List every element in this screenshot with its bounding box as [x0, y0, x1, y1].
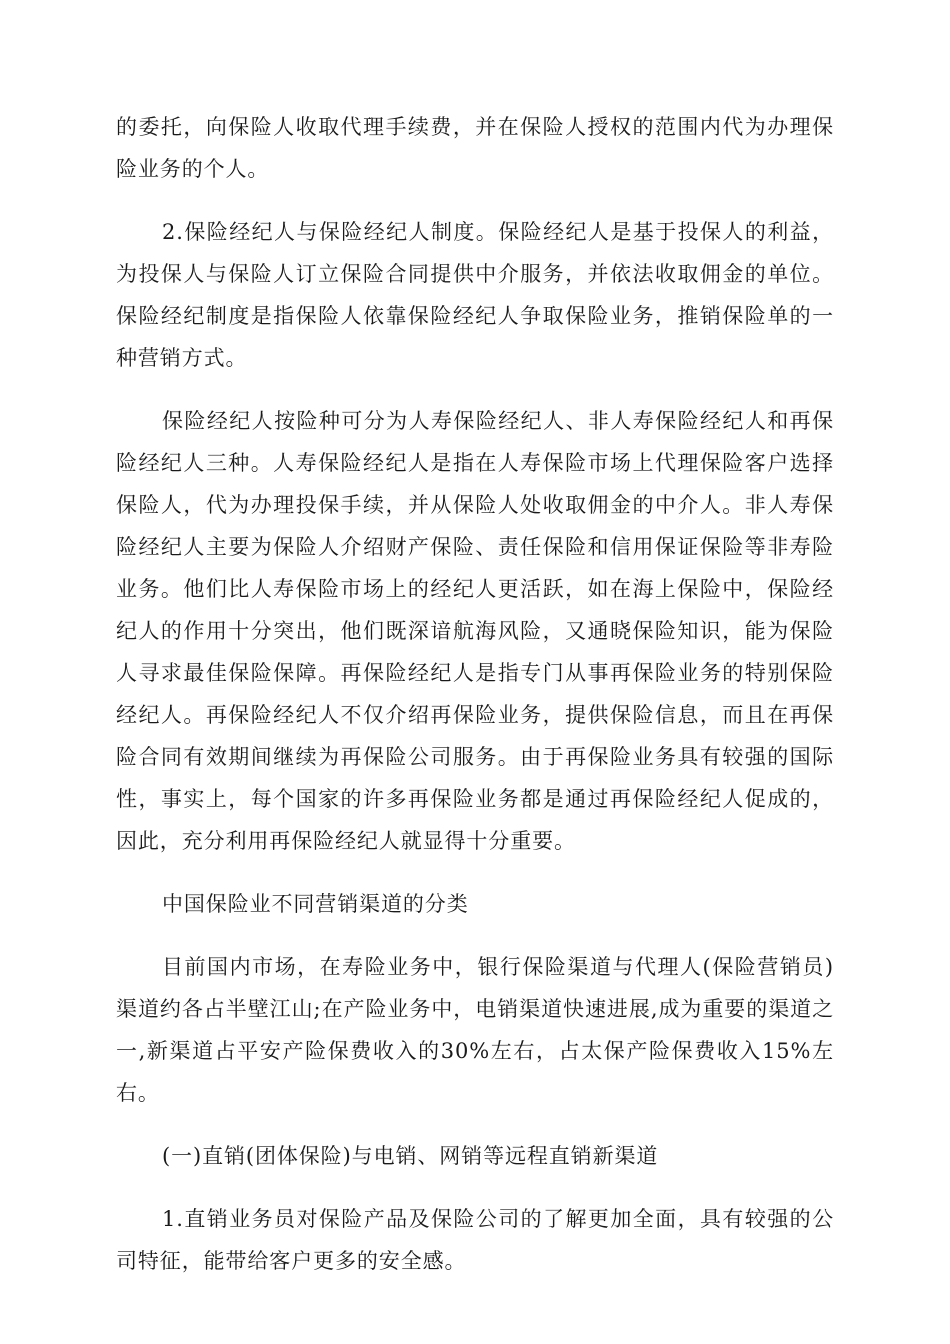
- document-body: [116, 106, 834, 1303]
- paragraph-broker-types: 保险经纪人按险种可分为人寿保险经纪人、非人寿保险经纪人和再保险经纪人三种。人寿保险经纪人是指在人寿保险市场上代理保险客户选择保险人，代为办理投保手续，并从保险人处收取佣金的中介人。非人寿保险经纪人主要为保险人介绍财产保险、责任保险和信用保证保险等非寿险业务。他们比人寿保险市场上的经纪人更活跃，如在海上保险中，保险经纪人的作用十分突出，他们既深谙航海风险，又通晓保险知识，能为保险人寻求最佳保险保障。再保险经纪人是指专门从事再保险业务的特别保险经纪人。再保险经纪人不仅介绍再保险业务，提供保险信息，而且在再保险合同有效期间继续为再保险公司服务。由于再保险业务具有较强的国际性，事实上，每个国家的许多再保险业务都是通过再保险经纪人促成的，因此，充分利用再保险经纪人就显得十分重要。: [116, 409, 834, 853]
- section-heading-channels: 中国保险业不同营销渠道的分类: [162, 892, 469, 916]
- paragraph-broker-definition: 2.保险经纪人与保险经纪人制度。保险经纪人是基于投保人的利益，为投保人与保险人订立保险合同提供中介服务，并依法收取佣金的单位。保险经纪制度是指保险人依靠保险经纪人争取保险业务，推销保险单的一种营销方式。: [116, 220, 834, 370]
- paragraph-direct-sales-point-1: 1.直销业务员对保险产品及保险公司的了解更加全面，具有较强的公司特征，能带给客户更多的安全感。: [116, 1207, 834, 1273]
- paragraph-domestic-market: 目前国内市场，在寿险业务中，银行保险渠道与代理人(保险营销员)渠道约各占半壁江山;在产险业务中，电销渠道快速进展,成为重要的渠道之一,新渠道占平安产险保费收入的30%左右，占太保产险保费收入15%左右。: [116, 955, 834, 1105]
- paragraph-continuation: 的委托，向保险人收取代理手续费，并在保险人授权的范围内代为办理保险业务的个人。: [116, 115, 834, 181]
- subheading-direct-sales: (一)直销(团体保险)与电销、网销等远程直销新渠道: [162, 1144, 659, 1168]
